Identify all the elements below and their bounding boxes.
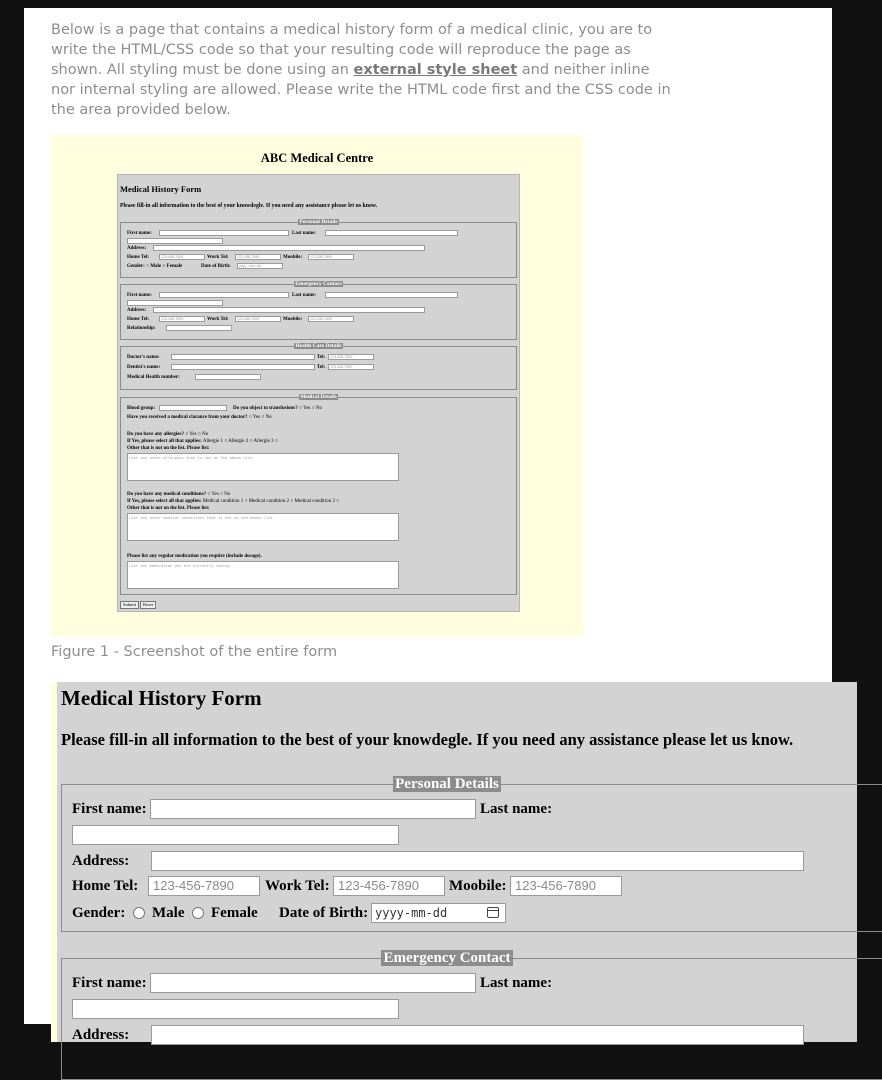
- mini-legend-medical: Medical Details: [300, 394, 337, 400]
- mini-legend-health: Health Care Details: [295, 343, 342, 349]
- mini-input-dob[interactable]: yyyy--mm--dd: [237, 263, 283, 269]
- external-style-sheet-link[interactable]: external style sheet: [353, 62, 518, 78]
- label-work-tel: Work Tel:: [265, 878, 330, 894]
- mini-label-medication: Please list any regular medication you require (include dosage).: [127, 554, 262, 559]
- mini-input-ec-work-tel[interactable]: 123-456-7890: [235, 316, 281, 322]
- mini-input-ec-last-name[interactable]: [325, 292, 458, 298]
- mini-input-ec-extra[interactable]: [127, 300, 223, 306]
- mini-label-relationship: Relationship:: [127, 326, 156, 331]
- mini-input-health-number[interactable]: [195, 374, 261, 380]
- mini-reset-button[interactable]: Reset: [140, 601, 156, 609]
- intro-text-1: Below is a page that contains a medical history form of a medical clinic, you are to write the HTML/CSS code so that your resulting code will reproduce the page as shown. All styling must be done using an: [51, 22, 653, 78]
- fieldset-personal: [61, 776, 882, 932]
- input-ec-last-name[interactable]: [72, 999, 399, 1019]
- mini-label-ec-address: Address:: [127, 308, 147, 313]
- mini-legend-emergency: Emergency Contact: [295, 281, 342, 287]
- input-work-tel[interactable]: 123-456-7890: [333, 876, 445, 896]
- mini-fieldset-health: [120, 343, 517, 390]
- label-male: Male: [152, 905, 185, 921]
- dob-placeholder: yyyy-mm-dd: [375, 906, 448, 920]
- mini-label-blood-group: Blood group:: [127, 406, 156, 411]
- mini-label-allergies-q: Do you have any allergies? ○ Yes ○ No: [127, 432, 209, 437]
- input-last-name[interactable]: [72, 825, 399, 845]
- mini-label-mobile: Moobile:: [283, 255, 303, 260]
- label-last-name: Last name:: [480, 801, 553, 817]
- label-first-name: First name:: [72, 801, 147, 817]
- intro-text-2: and neither inline nor internal styling are allowed. Please write the HTML code first and the CSS code in the area provided below.: [51, 62, 671, 118]
- input-ec-address[interactable]: [151, 1025, 804, 1045]
- mini-label-dob: Date of Birth:: [201, 264, 231, 269]
- mini-input-ec-home-tel[interactable]: 123-456-7890: [159, 316, 205, 322]
- figure-caption: Figure 1 - Screenshot of the entire form: [51, 644, 338, 660]
- mini-input-blood-group[interactable]: [159, 405, 227, 411]
- input-first-name[interactable]: [150, 799, 476, 819]
- mini-input-relationship[interactable]: [166, 325, 232, 331]
- input-address[interactable]: [151, 851, 804, 871]
- mini-textarea-medication[interactable]: List any medication you are currently taking.: [127, 561, 399, 589]
- mini-input-work-tel[interactable]: 123-456-7890: [235, 254, 281, 260]
- label-address: Address:: [72, 853, 130, 869]
- radio-female[interactable]: [192, 907, 204, 919]
- mini-label-ec-mobile: Moobile:: [283, 317, 303, 322]
- mini-label-transfusions: Do you object to transfusions? ○ Yes ○ No: [233, 406, 323, 411]
- document-page: [24, 8, 832, 1043]
- mini-label-conditions-q: Do you have any medical conditions? ○ Yes ○ No: [127, 492, 231, 497]
- mini-label-work-tel: Work Tel:: [207, 255, 229, 260]
- mini-fieldset-emergency: [120, 281, 517, 340]
- mini-input-ec-first-name[interactable]: [159, 292, 289, 298]
- mini-buttons: [120, 601, 157, 609]
- mini-input-last-name-wrap[interactable]: [127, 238, 223, 244]
- form-instructions: Please fill-in all information to the best of your knowdegle. If you need any assistance please let us know.: [61, 730, 794, 749]
- radio-male[interactable]: [133, 907, 145, 919]
- mini-label-gender: Gender: ○ Male ○ Female: [127, 264, 183, 269]
- input-dob[interactable]: [371, 903, 506, 923]
- mini-input-mobile[interactable]: 123-456-7890: [308, 254, 354, 260]
- mini-submit-button[interactable]: Submit: [120, 601, 139, 609]
- mini-form-instructions: Please fill-in all information to the best of your knowdegle. If you need any assistance please let us know.: [120, 203, 378, 209]
- mini-label-first-name: First name:: [127, 231, 152, 236]
- label-mobile: Moobile:: [449, 878, 507, 894]
- intro-paragraph: [51, 20, 671, 120]
- mini-input-doctor[interactable]: [171, 354, 315, 360]
- mini-label-dentist: Dentist's name:: [127, 365, 161, 370]
- mini-label-clearance: Have you received a medical clarance from your doctor? ○ Yes ○ No: [127, 415, 272, 420]
- mini-label-conditions-other: Other that is not on the list. Please list:: [127, 506, 210, 511]
- mini-label-conditions-select: If Yes, please select all that applies: Medical condition 1 ○ Medical condition 2 ○ Medical condition 3 ○: [127, 499, 340, 504]
- mini-label-doctor: Doctor's name:: [127, 355, 160, 360]
- mini-input-dentist-tel[interactable]: 123-456-7890: [328, 364, 374, 370]
- mini-label-allergies-other: Other that is not on the list. Please list:: [127, 446, 210, 451]
- zoomed-form-view: [51, 682, 851, 1042]
- mini-label-dentist-tel: Tel:: [317, 365, 326, 370]
- clinic-title: ABC Medical Centre: [260, 151, 374, 165]
- figure-screenshot: [51, 135, 583, 637]
- calendar-icon[interactable]: [487, 907, 499, 918]
- mini-textarea-conditions[interactable]: List any other medical conditions that is not on the above list: [127, 513, 399, 541]
- mini-form-title: Medical History Form: [120, 184, 202, 194]
- mini-input-first-name[interactable]: [159, 230, 289, 236]
- label-gender: Gender:: [72, 905, 126, 921]
- mini-input-dentist[interactable]: [171, 364, 315, 370]
- label-female: Female: [211, 905, 258, 921]
- mini-label-allergies-select: If Yes, please select all that applies: Allergie 1 ○ Allergie 2 ○ Allergie 3 ○: [127, 439, 278, 444]
- mini-label-ec-first-name: First name:: [127, 293, 152, 298]
- label-dob: Date of Birth:: [279, 905, 369, 921]
- mini-label-ec-last-name: Last name:: [292, 293, 317, 298]
- mini-label-health-number: Medical Health number:: [127, 375, 180, 380]
- label-ec-last-name: Last name:: [480, 975, 553, 991]
- mini-fieldset-medical: [120, 394, 517, 595]
- mini-fieldset-personal: [120, 219, 517, 278]
- input-mobile[interactable]: 123-456-7890: [510, 876, 622, 896]
- mini-input-address[interactable]: [153, 245, 425, 251]
- mini-input-ec-address[interactable]: [153, 307, 425, 313]
- mini-label-doctor-tel: Tel:: [317, 355, 326, 360]
- form-title: Medical History Form: [61, 686, 262, 710]
- input-ec-first-name[interactable]: [150, 973, 476, 993]
- input-home-tel[interactable]: 123-456-7890: [148, 876, 260, 896]
- label-ec-first-name: First name:: [72, 975, 147, 991]
- mini-input-home-tel[interactable]: 123-456-7890: [159, 254, 205, 260]
- zoomed-form: [57, 682, 857, 1042]
- mini-label-home-tel: Home Tel:: [127, 255, 150, 260]
- mini-label-address: Address:: [127, 246, 147, 251]
- legend-emergency: Emergency Contact: [383, 950, 511, 966]
- mini-label-ec-work-tel: Work Tel:: [207, 317, 229, 322]
- fieldset-emergency: [61, 950, 882, 1080]
- mini-input-ec-mobile[interactable]: 123-456-7890: [308, 316, 354, 322]
- mini-textarea-allergies[interactable]: List any other allergies that is not on the above list: [127, 453, 399, 481]
- label-ec-address: Address:: [72, 1027, 130, 1043]
- mini-label-last-name: Last name:: [292, 231, 317, 236]
- label-home-tel: Home Tel:: [72, 878, 139, 894]
- legend-personal: Personal Details: [395, 776, 499, 792]
- mini-label-ec-home-tel: Home Tel:: [127, 317, 150, 322]
- mini-input-last-name[interactable]: [325, 230, 458, 236]
- mini-form: [117, 174, 520, 612]
- mini-legend-personal: Personal Details: [299, 219, 338, 225]
- mini-input-doctor-tel[interactable]: 123-456-7890: [328, 354, 374, 360]
